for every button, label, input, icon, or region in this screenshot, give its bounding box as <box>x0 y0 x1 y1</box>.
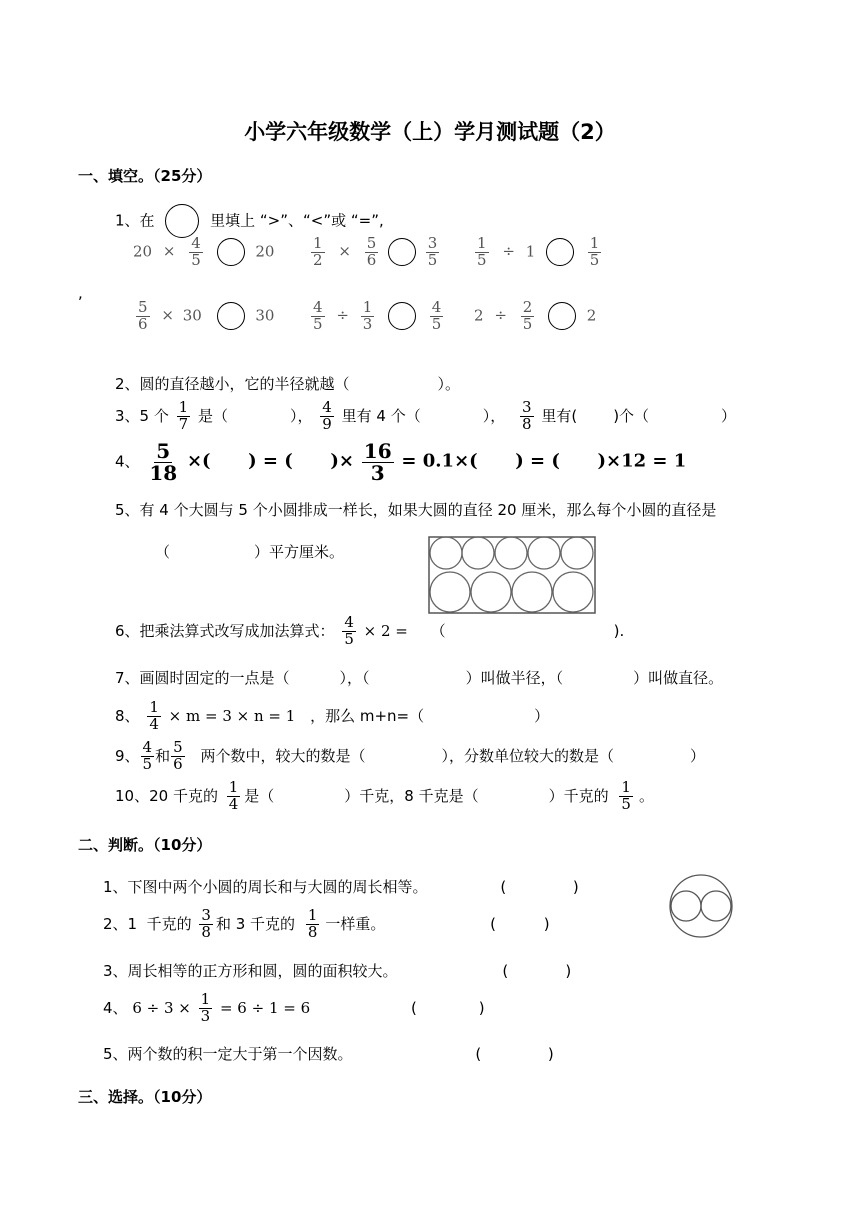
q1-prefix: 1、在 <box>115 211 155 230</box>
j4-expression: 6 ÷ 3 × <box>132 998 191 1017</box>
fraction-denominator: 18 <box>149 461 178 485</box>
fraction-numerator: 5 <box>173 738 183 756</box>
operator: ÷ <box>336 306 349 325</box>
question-4 <box>115 441 686 484</box>
q5-close: ）平方厘米。 <box>254 543 345 561</box>
fraction-denominator: 5 <box>522 314 533 333</box>
q8-close: ） <box>534 706 550 725</box>
j4-expression: = 6 ÷ 1 = 6 <box>219 998 311 1017</box>
fraction-numerator: 3 <box>201 906 211 924</box>
q4-expression: ×( ) = ( )× <box>186 450 354 472</box>
fraction-denominator: 2 <box>313 250 323 269</box>
compare-circle[interactable] <box>388 302 416 330</box>
q1-expr-2 <box>308 236 442 269</box>
compare-circle[interactable] <box>217 238 245 266</box>
question-9 <box>115 740 705 773</box>
fraction-denominator: 4 <box>149 714 159 733</box>
fraction-denominator: 5 <box>344 629 354 648</box>
q9-text: 两个数中，较大的数是（ <box>200 746 366 765</box>
j4-open: ( <box>410 998 417 1017</box>
q8-label: 8、 <box>115 706 140 725</box>
fraction-numerator: 1 <box>228 778 239 796</box>
question-5: 5、有 4 个大圆与 5 个小圆排成一样长，如果大圆的直径 20 厘米，那么每个小圆的直径是 <box>115 501 717 519</box>
section-choice-heading: 三、选择。（10分） <box>78 1088 212 1106</box>
fraction-denominator: 6 <box>366 250 377 269</box>
q8-expression: × m = 3 × n = 1 <box>168 706 296 725</box>
q9-text: ） <box>689 746 705 765</box>
operand: 20 <box>133 242 153 261</box>
q5-open: （ <box>155 543 171 561</box>
fraction-numerator: 3 <box>522 398 532 416</box>
fraction-denominator: 5 <box>427 250 438 269</box>
q1-suffix: 里填上 “>”、“<”或 “=”, <box>210 211 384 230</box>
fraction-denominator: 5 <box>313 314 323 333</box>
q3-text: 里有 4 个（ <box>341 406 421 425</box>
question-5-answer <box>155 541 344 562</box>
circles-comparison-figure <box>668 873 734 939</box>
q3-text: ）， <box>482 406 506 425</box>
q1-expr-1 <box>133 236 274 269</box>
q9-text: ），分数单位较大的数是（ <box>441 746 614 765</box>
fraction-denominator: 7 <box>178 414 189 433</box>
compare-circle[interactable] <box>546 238 574 266</box>
compare-circle[interactable] <box>548 302 576 330</box>
q2-text: 2、圆的直径越小，它的半径就越（ <box>115 375 350 393</box>
j4-close: ) <box>478 998 485 1017</box>
answer-blank[interactable]: ( ) <box>500 878 579 896</box>
question-10 <box>115 780 654 813</box>
judgment-5 <box>103 1043 554 1064</box>
fraction-denominator: 8 <box>201 922 211 941</box>
q3-text: 3、5 个 <box>115 406 169 425</box>
fraction-numerator: 5 <box>366 234 377 252</box>
q10-text: 10、20 千克的 <box>115 786 218 805</box>
answer-blank[interactable]: ( ) <box>502 962 572 980</box>
section-judgment-heading: 二、判断。（10分） <box>78 836 212 854</box>
j4-label: 4、 <box>103 998 128 1017</box>
fraction-denominator: 5 <box>191 250 201 269</box>
j2-text: 2、1 千克的 <box>103 914 192 933</box>
q2-close: ）。 <box>437 375 461 393</box>
q9-label: 9、 <box>115 746 140 765</box>
fraction-denominator: 5 <box>142 754 153 773</box>
question-2 <box>115 373 460 394</box>
fraction-numerator: 5 <box>156 439 171 463</box>
fraction-denominator: 4 <box>228 794 239 813</box>
q7-text: ），（ <box>339 669 370 687</box>
fraction-numerator: 1 <box>200 990 211 1008</box>
fraction-numerator: 4 <box>142 738 153 756</box>
q10-text: 是（ <box>244 786 275 805</box>
fraction-numerator: 16 <box>363 439 392 463</box>
q10-text: ）千克，8 千克是（ <box>344 786 479 805</box>
fraction-denominator: 6 <box>138 314 148 333</box>
judgment-2 <box>103 908 550 941</box>
q10-text: ）千克的 <box>548 786 609 805</box>
fraction-numerator: 2 <box>522 298 533 316</box>
fraction-denominator: 5 <box>477 250 487 269</box>
judgment-1 <box>103 876 579 897</box>
question-3 <box>115 400 736 433</box>
fraction-numerator: 4 <box>191 234 201 252</box>
fraction-denominator: 8 <box>307 922 318 941</box>
q1-expr-6 <box>474 300 596 333</box>
q6-close: ). <box>613 621 625 640</box>
question-6 <box>115 615 624 648</box>
j5-text: 5、两个数的积一定大于第一个因数。 <box>103 1045 353 1063</box>
fraction-numerator: 1 <box>307 906 318 924</box>
operator: ÷ <box>494 306 507 325</box>
fraction-numerator: 1 <box>149 698 159 716</box>
compare-circle[interactable] <box>217 302 245 330</box>
j1-text: 1、下图中两个小圆的周长和与大圆的周长相等。 <box>103 878 428 896</box>
compare-circle[interactable] <box>388 238 416 266</box>
fraction-numerator: 4 <box>322 398 332 416</box>
operator: × <box>162 242 176 261</box>
stray-comma: , <box>78 284 83 302</box>
q4-label: 4、 <box>115 452 140 471</box>
operator: × <box>338 242 351 261</box>
question-1-instruction <box>115 204 384 238</box>
j2-text: 和 3 千克的 <box>215 914 296 933</box>
fraction-denominator: 3 <box>362 314 373 333</box>
fraction-numerator: 4 <box>313 298 323 316</box>
fraction-numerator: 1 <box>589 234 600 252</box>
circles-in-rectangle-figure <box>428 536 596 614</box>
q6-open: （ <box>430 621 446 640</box>
q7-text: ）叫做半径，（ <box>465 669 564 687</box>
fraction-numerator: 3 <box>427 234 438 252</box>
fraction-numerator: 1 <box>362 298 373 316</box>
fraction-denominator: 5 <box>589 250 600 269</box>
section-fill-in-heading: 一、填空。（25分） <box>78 167 212 185</box>
answer-blank[interactable]: ( ) <box>475 1045 554 1063</box>
operand: 30 <box>182 306 202 325</box>
q1-expr-4 <box>133 300 274 333</box>
q10-text: 。 <box>638 786 654 805</box>
fraction-numerator: 1 <box>313 234 323 252</box>
q7-text: 7、画圆时固定的一点是（ <box>115 669 290 687</box>
fraction-denominator: 9 <box>322 414 332 433</box>
operand: 20 <box>255 242 275 261</box>
operand: 30 <box>255 306 275 325</box>
q6-text: 6、把乘法算式改写成加法算式： <box>115 621 335 640</box>
q4-expression: = 0.1×( ) = ( )×12 = 1 <box>401 450 687 472</box>
q1-expr-5 <box>308 300 446 333</box>
fraction-denominator: 5 <box>431 314 442 333</box>
fraction-denominator: 8 <box>522 414 532 433</box>
q7-text: ）叫做直径。 <box>633 669 724 687</box>
q3-text: ）， <box>289 406 313 425</box>
question-8 <box>115 700 549 733</box>
fraction-denominator: 5 <box>621 794 631 813</box>
q3-text: 是（ <box>197 406 228 425</box>
q9-and: 和 <box>155 746 171 765</box>
question-7 <box>115 667 723 688</box>
fraction-numerator: 1 <box>178 398 189 416</box>
judgment-4 <box>103 992 485 1025</box>
fraction-numerator: 4 <box>431 298 442 316</box>
fraction-denominator: 6 <box>173 754 183 773</box>
q8-text: ，那么 m+n=（ <box>310 706 425 725</box>
operand: 2 <box>474 306 484 325</box>
example-circle-icon <box>165 204 199 238</box>
q3-text: ） <box>721 406 737 425</box>
fraction-numerator: 1 <box>477 234 487 252</box>
q6-expression: × 2 = <box>363 621 408 640</box>
j3-text: 3、周长相等的正方形和圆，圆的面积较大。 <box>103 962 398 980</box>
fraction-numerator: 4 <box>344 613 354 631</box>
fraction-denominator: 3 <box>370 461 385 485</box>
fraction-denominator: 3 <box>200 1006 211 1025</box>
q1-expr-3 <box>472 236 604 269</box>
page-title: 小学六年级数学（上）学月测试题（2） <box>244 120 616 144</box>
operand: 2 <box>586 306 597 325</box>
q3-text: )个（ <box>613 406 650 425</box>
operator: × <box>161 306 174 325</box>
judgment-3 <box>103 960 571 981</box>
operand: 1 <box>525 242 536 261</box>
j2-text: 一样重。 <box>325 914 386 933</box>
fraction-numerator: 1 <box>621 778 631 796</box>
q3-text: 里有( <box>541 406 578 425</box>
operator: ÷ <box>502 242 515 261</box>
fraction-numerator: 5 <box>138 298 148 316</box>
answer-blank[interactable]: ( ) <box>490 914 550 933</box>
